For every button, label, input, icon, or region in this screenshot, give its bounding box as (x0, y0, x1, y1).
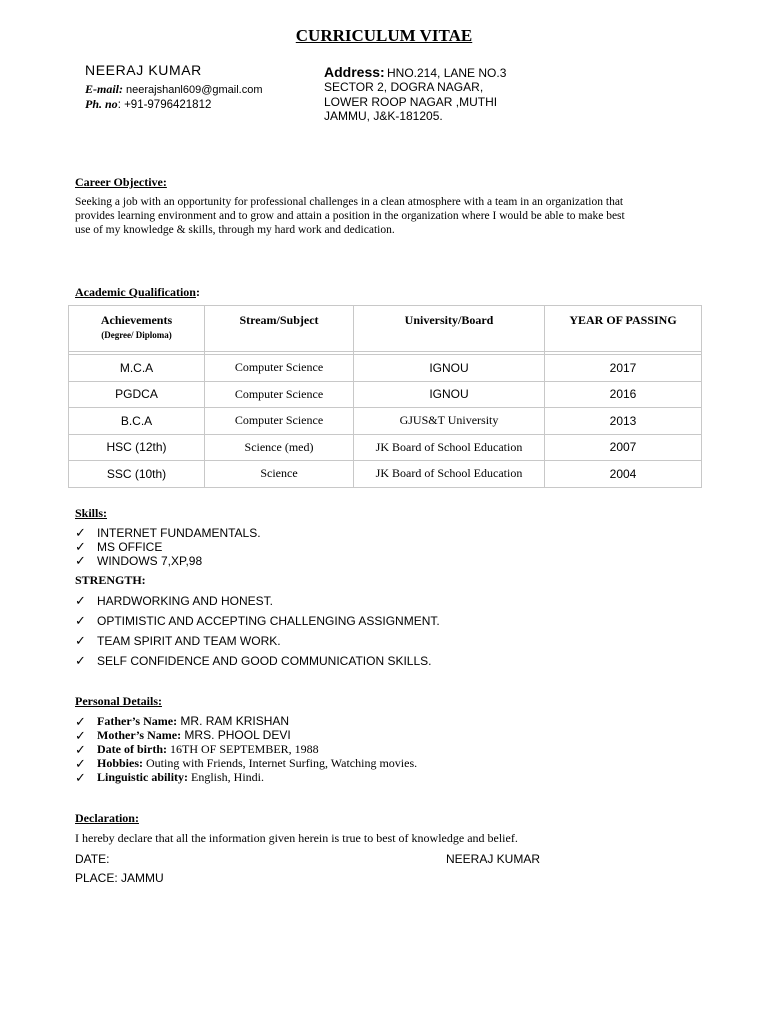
cv-title: CURRICULUM VITAE (295, 26, 473, 45)
table-row (69, 408, 702, 435)
personal-value: 16TH OF SEPTEMBER, 1988 (166, 742, 319, 756)
signature-name: NEERAJ KUMAR (446, 852, 541, 866)
cell-university: JK Board of School Education (354, 434, 545, 461)
personal-label: Mother’s Name: (97, 728, 182, 742)
check-mark-icon: ✓ (75, 593, 86, 608)
email-label: E-mail: (85, 82, 123, 96)
place-line: PLACE: JAMMU (75, 871, 164, 885)
strength-item: HARDWORKING AND HONEST. (97, 594, 274, 608)
academic-heading (75, 285, 200, 300)
skill-item: WINDOWS 7,XP,98 (97, 554, 203, 568)
personal-label: Linguistic ability: (97, 770, 189, 784)
phone-line (85, 97, 211, 112)
skills-heading: Skills: (75, 506, 108, 520)
header-stream: Stream/Subject (205, 306, 354, 352)
cell-achievement: M.C.A (69, 355, 205, 382)
personal-item (97, 742, 319, 757)
personal-item (97, 756, 417, 771)
cell-university: GJUS&T University (354, 408, 545, 435)
skill-item: INTERNET FUNDAMENTALS. (97, 526, 261, 540)
check-mark-icon: ✓ (75, 613, 86, 628)
cell-university: IGNOU (354, 355, 545, 382)
personal-value: English, Hindi. (188, 770, 265, 784)
candidate-name: NEERAJ KUMAR (85, 62, 202, 78)
career-line: use of my knowledge & skills, through my hard work and dedication. (75, 224, 395, 236)
table-row (69, 381, 702, 408)
strength-item: TEAM SPIRIT AND TEAM WORK. (97, 634, 281, 648)
header-achievements-sub: (Degree/ Diploma) (101, 330, 172, 340)
cell-stream: Computer Science (205, 381, 354, 408)
career-objective-heading: Career Objective: (75, 175, 167, 189)
check-mark-icon: ✓ (75, 756, 86, 771)
header-achievements (69, 306, 205, 352)
career-objective-text (75, 195, 705, 237)
header-achievements-label: Achievements (100, 313, 173, 327)
academic-table (68, 305, 702, 488)
table-row (69, 355, 702, 382)
phone-value: : +91-9796421812 (117, 99, 212, 111)
address-label: Address: (324, 64, 385, 80)
check-mark-icon: ✓ (75, 714, 86, 729)
personal-details-heading: Personal Details: (75, 694, 162, 708)
address-line-3: LOWER ROOP NAGAR ,MUTHI (324, 95, 498, 109)
cell-year: 2016 (545, 381, 702, 408)
personal-value: MRS. PHOOL DEVI (181, 728, 291, 742)
phone-label: Ph. no (85, 97, 118, 111)
date-label: DATE: (75, 852, 110, 866)
check-mark-icon: ✓ (75, 770, 86, 785)
personal-value: MR. RAM KRISHAN (177, 714, 290, 728)
personal-item (97, 770, 264, 785)
cell-stream: Computer Science (205, 408, 354, 435)
cell-achievement: PGDCA (69, 381, 205, 408)
cell-year: 2017 (545, 355, 702, 382)
career-line: provides learning environment and to grow and attain a position in the organization where I would be able to make best (75, 210, 625, 222)
cell-stream: Computer Science (205, 355, 354, 382)
personal-label: Date of birth: (97, 742, 167, 756)
cell-stream: Science (205, 461, 354, 488)
check-mark-icon: ✓ (75, 539, 86, 554)
academic-heading-colon: : (195, 285, 200, 299)
declaration-text: I hereby declare that all the information given herein is true to best of knowledge and belief. (75, 831, 518, 845)
table-row (69, 434, 702, 461)
check-mark-icon: ✓ (75, 525, 86, 540)
email-line (85, 82, 263, 97)
check-mark-icon: ✓ (75, 742, 86, 757)
table-header-row (69, 306, 702, 352)
cell-university: JK Board of School Education (354, 461, 545, 488)
personal-item (97, 728, 291, 743)
personal-value: Outing with Friends, Internet Surfing, Watching movies. (143, 756, 418, 770)
cell-achievement: SSC (10th) (69, 461, 205, 488)
table-row (69, 461, 702, 488)
address-line-4: JAMMU, J&K-181205. (324, 109, 443, 123)
address-line-1: HNO.214, LANE NO.3 (387, 66, 507, 80)
check-mark-icon: ✓ (75, 653, 86, 668)
personal-item (97, 714, 289, 729)
career-line: Seeking a job with an opportunity for professional challenges in a clean atmosphere with a team in an organization that (75, 196, 624, 208)
cell-university: IGNOU (354, 381, 545, 408)
declaration-heading: Declaration: (75, 811, 139, 825)
header-year: YEAR OF PASSING (545, 306, 702, 352)
cell-year: 2004 (545, 461, 702, 488)
strength-item: SELF CONFIDENCE AND GOOD COMMUNICATION SKILLS. (97, 654, 432, 668)
strength-item: OPTIMISTIC AND ACCEPTING CHALLENGING ASSIGNMENT. (97, 614, 440, 628)
email-value: neerajshanl609@gmail.com (126, 84, 263, 96)
cell-achievement: B.C.A (69, 408, 205, 435)
personal-label: Father’s Name: (97, 714, 178, 728)
personal-label: Hobbies: (97, 756, 144, 770)
strength-heading: STRENGTH: (75, 573, 146, 587)
academic-heading-text: Academic Qualification (75, 285, 196, 299)
skill-item: MS OFFICE (97, 540, 163, 554)
check-mark-icon: ✓ (75, 728, 86, 743)
cell-year: 2013 (545, 408, 702, 435)
address-line-2: SECTOR 2, DOGRA NAGAR, (324, 80, 484, 94)
cell-achievement: HSC (12th) (69, 434, 205, 461)
cell-year: 2007 (545, 434, 702, 461)
check-mark-icon: ✓ (75, 553, 86, 568)
cell-stream: Science (med) (205, 434, 354, 461)
header-university: University/Board (354, 306, 545, 352)
check-mark-icon: ✓ (75, 633, 86, 648)
